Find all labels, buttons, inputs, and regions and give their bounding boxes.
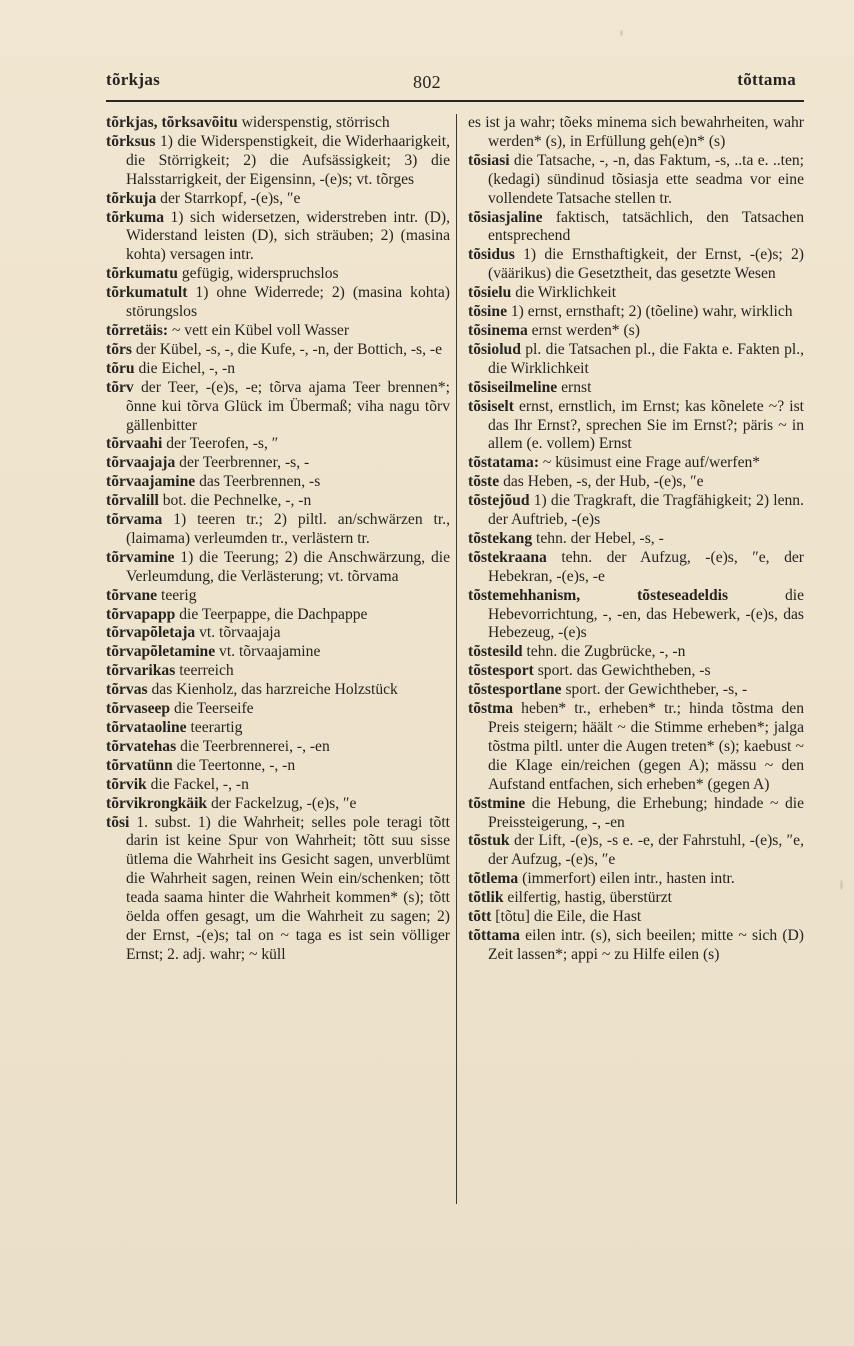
dictionary-entry — [106, 209, 450, 266]
entry-definition: vt. tõrvaajaja — [195, 624, 281, 642]
entry-headword: tõrvataoline — [106, 719, 187, 736]
dictionary-entry — [106, 360, 450, 379]
dictionary-entry — [468, 398, 804, 455]
entry-headword: tõsiasi — [468, 151, 510, 169]
dictionary-entry — [468, 322, 804, 341]
entry-headword: tõrkumatult — [106, 284, 188, 302]
entry-definition: 1) die Ernsthaftigkeit, der Ernst, -(e)s; 2) (väärikus) die Gesetztheit, das gesetzte Wesen — [488, 246, 804, 283]
dictionary-entry — [106, 624, 450, 643]
entry-headword: tõrvaajaja — [106, 454, 176, 472]
entry-definition: 1) die Tragkraft, die Tragfähigkeit; 2) lenn. der Auftrieb, -(e)s — [488, 492, 804, 529]
header-right-word: tõttama — [737, 70, 796, 89]
dictionary-entry — [468, 549, 804, 587]
entry-definition: 1) die Widerspenstigkeit, die Widerhaarigkeit, die Störrigkeit; 2) die Aufsässigkeit; 3) die Halsstarrigkeit, der Eigensinn, -(e)s; vt. tõrges — [126, 132, 450, 188]
entry-headword: tõstemehhanism, tõsteseadeldis — [468, 586, 729, 604]
entry-definition: faktisch, tatsächlich, den Tatsachen entsprechend — [488, 208, 804, 245]
dictionary-entry — [106, 190, 450, 209]
dictionary-entry — [106, 719, 450, 738]
dictionary-entry — [468, 152, 804, 209]
entry-definition: die Teerbrennerei, -, -en — [176, 737, 330, 755]
entry-definition: 1. subst. 1) die Wahrheit; selles pole teragi tõtt darin ist keine Spur von Wahrheit; tõtt suu sisse ütlema die Wahrheit ins Gesicht sagen, unverblümt die Wahrheit sagen, reinen Wein ein/schenken; tõtt teada saama hinter die Wahrheit kommen* (s); tõtt öelda offen gesagt, um die Wahrheit zu sagen; 2) der Ernst, -(e)s; tal on ~ taga es ist sein völliger Ernst; 2. adj. wahr; ~ küll — [126, 813, 450, 963]
entry-headword: tõrvarikas — [106, 662, 176, 680]
dictionary-entry — [468, 114, 804, 152]
dictionary-entry — [106, 814, 450, 965]
entry-headword: tõrvapapp — [106, 605, 176, 623]
entry-definition: ernst werden* (s) — [527, 321, 640, 339]
entry-headword: tõstmine — [468, 794, 526, 812]
entry-headword: tõstesportlane — [468, 681, 562, 699]
entry-headword: tõrvaseep — [106, 700, 171, 718]
entry-definition: heben* tr., erheben* tr.; hinda tõstma den Preis steigern; häält ~ die Stimme erheben*; jalga tõstma piltl. unter die Augen treten* (s); kaebust ~ die Klage ein/reichen (gegen A); mässu ~ den Aufstand entfachen, sich erheben* (gegen A) — [488, 700, 804, 793]
dictionary-entry — [468, 530, 804, 549]
dictionary-entry — [106, 341, 450, 360]
dictionary-entry — [468, 662, 804, 681]
entry-definition: ~ küsimust eine Frage auf/werfen* — [539, 454, 761, 472]
entry-definition: eilfertig, hastig, überstürzt — [503, 889, 672, 907]
entry-headword: tõtlema — [468, 870, 519, 888]
entry-definition: der Starrkopf, -(e)s, ″e — [156, 189, 301, 207]
column-divider — [456, 114, 457, 1204]
entry-headword: tõrvamine — [106, 548, 175, 566]
dictionary-entry — [468, 795, 804, 833]
entry-definition: die Tatsache, -, -n, das Faktum, -s, ..ta e. ..ten; (kedagi) sündinud tõsiasja ette seadma vor eine vollendete Tatsache stellen tr. — [488, 151, 804, 207]
entry-headword: tõrvalill — [106, 492, 159, 510]
entry-headword: tõstejõud — [468, 492, 530, 510]
entry-headword: tõtt — [468, 908, 492, 926]
header-left-word: tõrkjas — [106, 70, 161, 89]
dictionary-entry — [468, 681, 804, 700]
dictionary-entry — [106, 662, 450, 681]
paper-speck — [620, 30, 623, 36]
dictionary-entry — [468, 246, 804, 284]
dictionary-entry — [106, 606, 450, 625]
entry-headword: tõstuk — [468, 832, 510, 850]
entry-definition: 1) teeren tr.; 2) piltl. an/schwärzen tr., (laimama) verleumden tr., verlästern tr. — [126, 511, 450, 547]
entry-definition: die Eichel, -, -n — [134, 359, 236, 377]
dictionary-entry — [106, 681, 450, 700]
entry-headword: tõste — [468, 473, 500, 491]
left-column — [106, 114, 450, 965]
dictionary-entry — [106, 454, 450, 473]
entry-headword: tõrvatünn — [106, 756, 173, 774]
entry-definition: teerig — [157, 586, 197, 604]
dictionary-entry — [106, 511, 450, 549]
entry-definition: die Fackel, -, -n — [146, 775, 249, 793]
entry-definition: tehn. der Hebel, -s, - — [532, 529, 664, 547]
entry-headword: tõstesild — [468, 643, 523, 661]
dictionary-entry — [106, 322, 450, 341]
dictionary-entry — [468, 341, 804, 379]
dictionary-entry — [106, 776, 450, 795]
entry-headword: tõsiseilmeline — [468, 378, 558, 396]
dictionary-entry — [106, 587, 450, 606]
dictionary-entry — [468, 587, 804, 644]
entry-headword: tõsiasjaline — [468, 208, 543, 226]
entry-definition: ernst, ernstlich, im Ernst; kas kõnelete ~? ist das Ihr Ernst?, sprechen Sie im Ernst?; päris ~ in allem (e. vollem) Ernst — [488, 397, 804, 453]
dictionary-entry — [468, 832, 804, 870]
entry-definition: vt. tõrvaajamine — [215, 643, 321, 661]
entry-headword: tõrvapõletaja — [106, 624, 196, 642]
entry-definition: das Heben, -s, der Hub, -(e)s, ″e — [499, 473, 704, 491]
entry-headword: tõrkjas, tõrksavõitu — [106, 114, 238, 131]
dictionary-entry — [106, 643, 450, 662]
dictionary-entry — [106, 492, 450, 511]
dictionary-entry — [468, 870, 804, 889]
dictionary-entry — [106, 379, 450, 436]
entry-definition: es ist ja wahr; tõeks minema sich bewahrheiten, wahr werden* (s), in Erfüllung geh(e)n* (s) — [468, 114, 804, 150]
entry-headword: tõsinema — [468, 321, 528, 339]
entry-definition: [tõtu] die Eile, die Hast — [491, 908, 642, 926]
entry-headword: tõrv — [106, 378, 134, 396]
dictionary-entry — [106, 133, 450, 190]
entry-headword: tõrvatehas — [106, 737, 177, 755]
entry-definition: pl. die Tatsachen pl., die Fakta e. Fakten pl., die Wirklichkeit — [488, 340, 804, 377]
dictionary-entry — [106, 473, 450, 492]
entry-headword: tõsielu — [468, 284, 512, 302]
entry-definition: 1) ohne Widerrede; 2) (masina kohta) störungslos — [126, 284, 450, 321]
entry-definition: die Wirklichkeit — [511, 284, 617, 302]
entry-headword: tõsiolud — [468, 340, 521, 358]
dictionary-entry — [106, 435, 450, 454]
entry-headword: tõtlik — [468, 889, 504, 907]
entry-headword: tõrretäis: — [106, 321, 169, 339]
entry-headword: tõrvik — [106, 775, 147, 793]
entry-definition: die Teertonne, -, -n — [172, 756, 296, 774]
dictionary-entry — [468, 889, 804, 908]
entry-definition: teerreich — [175, 662, 234, 680]
entry-definition: der Teerofen, -s, ″ — [162, 435, 279, 453]
entry-definition: die Teerseife — [170, 700, 254, 718]
dictionary-entry — [468, 209, 804, 247]
dictionary-entry — [468, 700, 804, 795]
entry-headword: tõstekraana — [468, 548, 547, 566]
entry-definition: das Kienholz, das harzreiche Holzstück — [147, 681, 398, 699]
dictionary-entry — [106, 757, 450, 776]
entry-headword: tõrkuja — [106, 189, 157, 207]
dictionary-entry — [106, 114, 450, 133]
dictionary-entry — [468, 473, 804, 492]
entry-headword: tõsiselt — [468, 397, 514, 415]
entry-headword: tõstatama: — [468, 454, 540, 472]
entry-definition: sport. der Gewichtheber, -s, - — [561, 681, 748, 699]
dictionary-entry — [106, 265, 450, 284]
entry-definition: eilen intr. (s), sich beeilen; mitte ~ sich (D) Zeit lassen*; appi ~ zu Hilfe eilen (s) — [488, 926, 804, 963]
entry-headword: tõttama — [468, 926, 520, 944]
entry-definition: widerspenstig, störrisch — [237, 114, 390, 131]
dictionary-entry — [468, 454, 804, 473]
dictionary-entry — [106, 549, 450, 587]
dictionary-entry — [468, 643, 804, 662]
dictionary-entry — [106, 795, 450, 814]
dictionary-entry — [106, 738, 450, 757]
entry-definition: die Hebung, die Erhebung; hindade ~ die Preissteigerung, -, -en — [488, 794, 804, 831]
entry-headword: tõstma — [468, 700, 514, 718]
dictionary-entry — [468, 284, 804, 303]
entry-headword: tõrvas — [106, 681, 148, 699]
entry-definition: das Teerbrennen, -s — [195, 473, 321, 491]
entry-definition: der Lift, -(e)s, -s e. -e, der Fahrstuhl, -(e)s, ″e, der Aufzug, -(e)s, ″e — [488, 832, 804, 869]
entry-headword: tõrs — [106, 340, 132, 358]
entry-definition: ~ vett ein Kübel voll Wasser — [168, 321, 350, 339]
entry-definition: 1) sich widersetzen, widerstreben intr. (D), Widerstand leisten (D), sich sträuben; 2) (masina kohta) versagen intr. — [126, 208, 450, 264]
dictionary-entry — [468, 379, 804, 398]
dictionary-entry — [468, 492, 804, 530]
entry-definition: der Kübel, -s, -, die Kufe, -, -n, der Bottich, -s, -e — [131, 340, 443, 358]
entry-headword: tõrvaajamine — [106, 473, 196, 491]
entry-definition: der Teer, -(e)s, -e; tõrva ajama Teer brennen*; õnne kui tõrva Glück im Übermaß; viha nagu tõrv gällenbitter — [126, 378, 450, 434]
entry-definition: bot. die Pechnelke, -, -n — [158, 492, 312, 510]
dictionary-entry — [468, 303, 804, 322]
entry-headword: tõrvaahi — [106, 435, 163, 453]
header-rule — [106, 100, 804, 102]
right-column — [468, 114, 804, 965]
entry-definition: tehn. der Aufzug, -(e)s, ″e, der Hebekran, -(e)s, -e — [488, 548, 804, 585]
entry-definition: 1) die Teerung; 2) die Anschwärzung, die Verleumdung, die Verlästerung; vt. tõrvama — [126, 548, 450, 585]
entry-definition: tehn. die Zugbrücke, -, -n — [522, 643, 686, 661]
entry-definition: (immerfort) eilen intr., hasten intr. — [518, 870, 735, 888]
entry-definition: gefügig, widerspruchslos — [177, 265, 339, 283]
entry-definition: der Teerbrenner, -s, - — [175, 454, 310, 472]
entry-headword: tõsine — [468, 303, 507, 321]
entry-headword: tõsidus — [468, 246, 515, 264]
entry-headword: tõrvama — [106, 511, 163, 529]
paper-speck — [840, 880, 843, 890]
entry-headword: tõrvane — [106, 586, 158, 604]
entry-headword: tõrkuma — [106, 208, 165, 226]
entry-headword: tõrvapõletamine — [106, 643, 216, 661]
entry-headword: tõru — [106, 359, 135, 377]
dictionary-entry — [106, 284, 450, 322]
dictionary-entry — [468, 908, 804, 927]
entry-headword: tõsi — [106, 813, 130, 831]
entry-definition: ernst — [557, 378, 592, 396]
entry-headword: tõrvikrongkäik — [106, 794, 208, 812]
entry-definition: 1) ernst, ernsthaft; 2) (tõeline) wahr, wirklich — [506, 303, 793, 321]
entry-definition: sport. das Gewichtheben, -s — [533, 662, 711, 680]
page-number: 802 — [413, 72, 441, 92]
entry-definition: die Hebevorrichtung, -, -en, das Hebewerk, -(e)s, das Hebezeug, -(e)s — [488, 586, 804, 642]
entry-definition: der Fackelzug, -(e)s, ″e — [207, 794, 357, 812]
entry-definition: teerartig — [186, 719, 243, 736]
dictionary-entry — [468, 927, 804, 965]
entry-definition: die Teerpappe, die Dachpappe — [175, 605, 368, 623]
entry-headword: tõstekang — [468, 529, 533, 547]
entry-headword: tõrkumatu — [106, 265, 178, 283]
dictionary-entry — [106, 700, 450, 719]
entry-headword: tõstesport — [468, 662, 534, 680]
entry-headword: tõrksus — [106, 132, 156, 150]
